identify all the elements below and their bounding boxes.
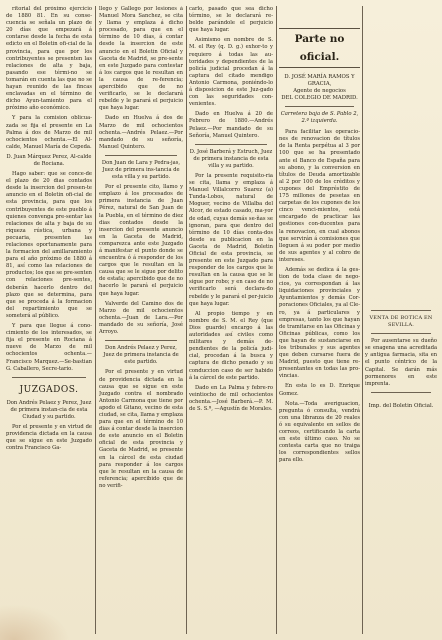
valverde-notice-body: Por el presente cito, llamo y emplazo á los procesados de primera instancia de Juan Pérez, natural de San Juan de la Puebla, en el término de diez dias contados desde la insercion del presente anuncio en la Gaceta de Madrid, comparezca ante este Juzgado á manifestar el punto donde se encuentra ó á responder de los cargos que le resultan en la causa que se le sigue por delito de estafa; apercibido que de no hacerlo le parará el perjuicio que haya lugar. [99,184,183,297]
paper-stain [0,604,70,640]
agent-ad-body-3: En esta lo es D. Enrique Gomez. [279,383,360,397]
valverde-notice-signature: Valverde del Camino dos de Marzo de mil ochocientos ochenta.—Juan de Lara.—Por mandado de su señoría, José Arroyo. [99,300,183,336]
column-rule [362,6,363,634]
agent-name: D. JOSÉ MARÍA RAMOS Y GRACIA, [284,74,355,87]
notice-signature-la-palma-2: Dado en La Palma y febre-ro veintiocho de mil ochocientos ochenta.—José Barberá.—P. M. de S. S.ª, —Agustín de Morales. [189,384,273,412]
venta-botica-heading: VENTA DE BOTICA EN SEVILLA. [369,315,433,329]
section-divider [371,333,431,334]
judge-notice-body: Por el presente y en virtud de providencia dictada en la causa que se sigue en este Juzgado contra Francisco Ga- [6,423,92,452]
agent-ad-note: Nota.—Toda averiguacion, pregunta ó consulta, vendrá con una libranza de 20 reales ó su equivalente en sellos de correos, certificando la carta en este último caso. No se contesta carta que no traiga los correspondientes sellos para ello. [279,400,360,464]
rociana-mayor-heading: D. Juan Márquez Perez, Al-calde de Rociana. [6,153,92,167]
notice-signature-la-palma: Y para la comision oblicua-zada se fija el presente en La Palma á dos de Marzo de mil ochocientos ochenta.—El Al-calde, Manuel María de Cepeda. [6,115,92,150]
judge-heading: Don Andrés Pelaez y Perez, Juez de primera instan-cia de esta Ciudad y su partido. [6,399,92,420]
column-3 [189,6,273,634]
huelva-notice-body: Por el presente y en virtud de providencia dictada en la causa que se sigue en este Juzgado contra el nombrado Antonio Carmona que tiene por apodo el Gitano, vecino de esta ciudad, se cita, llama y emplaza para que en el término de 10 dias á contar desde la insercion de este anuncio en el Boletin oficial de esta provincia y Gaceta de Madrid, se presente en la cárcel de esta ciudad para responder á los cargos que le resultan en la causa de referencia; apercibido que de no verifi- [99,369,183,489]
section-divider [371,392,431,393]
column-2 [99,6,183,634]
agent-title: Agente de negocios [293,88,346,94]
notice-signature-huelva: Dado en Huelva á dos de Marzo de mil ochocientos ochenta.—Andrés Pelaez.—Por mandado de su señoría, Manuel Quintero. [99,115,183,150]
column-1 [6,6,92,634]
section-divider [105,155,177,156]
column-5 [365,6,437,634]
column-rule [276,6,277,634]
rociana-notice-body: Hago saber: que se conce-de el plazo de 20 dias contados desde la insercion del presen-te anuncio en el Boletin ofi-cial de esta provincia, para que los contribuyentes de este pueblo á quienes convenga pre-sentar las relaciones de alta y baja de su riqueza rústica, urbana y pecuaria, presenten las relaciones oportunamente para la formacion del amillaramiento para el año próximo de 1880 á 81, así como las relaciones de productos; los que se pre-senten con relaciones pre-sentes, deberán hacerlo dentro del plazo que se determina, para que se proceda á la formacion del repartimiento que se someterá al público. [6,171,92,319]
agent-college: DEL COLEGIO DE MADRID. [281,95,358,101]
judge-heading-la-palma: D. José Barberá y Estruch, Juez de primera instancia de esta villa y su partido. [189,148,273,169]
capture-order: Asimismo en nombre de S. M. el Rey (q. D. g.) exhor-to y requiero á todas las au-toridades y dependientes de la policía judicial procedan á la captura del citado mendigo Antonio Carmona, poniéndo-lo á disposicion de este Juz-gado con las seguridades con-venientes. [189,37,273,108]
parte-no-oficial-heading: Parte no oficial. [279,28,360,68]
venta-botica-body: Por ausentarse su dueño se enagena una acreditada y antigua farmacia, sita en el punto céntrico de la Capital. Se darán más pormenores en este imprenta. [365,338,437,387]
notice-signature-huelva-2: Dado en Huelva á 20 de Febrero de 1880.—Andrés Pelaez.—Por mandado de su Señoría, Manuel Quintero. [189,111,273,139]
notice-continuation: llego y Gallego por lesiones á Manuel Mora Sanchez, se cita y llama y emplaza á dicho procesado, para que en el término de 10 dias, á contar desde la insercion de este anuncio en el Boletin Oficial y Gaceta de Madrid, se pre-sente en este Juzgado para contestar á los cargos que le resultan en la causa de re-ferencia; apercibido que de no verificarlo, se le declarará rebelde y le parará el perjuicio que haya lugar. [99,6,183,112]
judge-heading-valverde: Don Juan de Lara y Pedra-jas, Juez de primera ins-tancia de esta villa y su partido. [101,159,181,181]
agent-ad-body-1: Para facilitar las operacio-nes de renovacion de títulos de la Renta perpétua al 3 por 100 que se ha presentado ante el Banco de España para su abono, y la conversion en títulos de Deuda amortizable al 2 por 100 de los créditos y cupones del Empréstito de 175 millones de pesetas en carpetas de los cupones de los cinco venci-mientos, está encargado de practicar las gestiones con-ducentes para la renovacion, en cual abonos que servirán á comisiones que lleguen á su poder por medio de sus agentes y al cobro de intereses. [279,129,360,263]
column-rule [95,6,96,634]
agent-ad-body-2: Además se dedica á la ges-tion de toda clase de nego-cios, ya correspondan á las liquidaciones provinciales y Ayuntamientos y demás Cor-poraciones Oficiales, ya al Cle-ro, ya á particulares y empresas, tanto los que hayan de tramitarse en las Oficinas y Oficinas públicas, como los que hayan de sustanciarse en los tribunales y sus agentes que deben cursarse fuera de Madrid, puesto que tiene re-presentantes en todas las pro-vincias. [279,266,360,380]
section-divider [12,377,86,378]
column-rule [186,6,187,634]
column-5-blank-space [365,6,437,306]
rociana-notice-signature: Y para que llegue á cono-cimiento de los interesados, se fija el presente en Rociana á nueve de Marzo de mil ochocientos ochenta.—Francisco Marquez.—Se-bastian G. Caballero, Secre-tario. [6,323,92,372]
printer-imprint: Imp. del Boletin Oficial. [368,402,434,409]
section-divider [371,310,431,311]
section-divider [285,106,354,107]
judge-heading-huelva: Don Andrés Pelaez y Perez, Juez de primera instancia de este partido. [103,345,179,366]
capture-order-2: Al propio tiempo y en nombre de S. M. el Rey (que Dios guarde) encargo á las autoridades así civiles como militares y demás de-pendientes de la policía judi-cial, procedan á la busca y captura de dicho penado y su conduccion caso de ser habido á la cárcel de este partido. [189,310,273,381]
agent-address: Carretera baja de S. Pablo 2, 2.º izquierda. [280,111,359,125]
notice-continuation: carlo, pasado que sea dicho término, se le declarará re-belde parándole el perjuicio que haya lugar. [189,6,273,34]
requisitoria-body: Por la presente requisito-ria se cita, llama y emplaza á Manuel Villalcorro Suarez (a) Tunda-Lobos, natural de Moguer, vecino de Villalba del Alcor, de estado casado, ma-yor de edad, cuyas demás se-ñas se ignoran, para que dentro del término de 10 días conta-dos desde su publicacion en la Gaceta de Madrid, Boletin Oficial de esta provincia, se presente en este Juzgado para responder de los cargos que le resultan en la causa que se le sigue por robo; y en caso de no verificarlo será declara-do rebelde y le parará el per-juicio que haya lugar. [189,172,273,307]
ayuntamiento-notice-la-palma: ritorial del próximo ejercicio de 1880 81. En su conse-cuencia se señala un plazo de 20 días que empezará á contarse desde la fecha de esta edicto en el Boletin ofi-cial de la provincia, para que por los contribuyentes se presenten las relaciones de alta y baja, pasando ese térmi-no se tomarán en cuenta las que no se hayan reunido de las fincas enclavadas en el término de dicho Ayun-tamiento para el próximo año económico. [6,6,92,112]
column-4 [279,6,360,634]
section-divider [105,340,177,341]
section-divider [195,144,267,145]
juzgados-heading: JUZGADOS. [19,384,79,395]
